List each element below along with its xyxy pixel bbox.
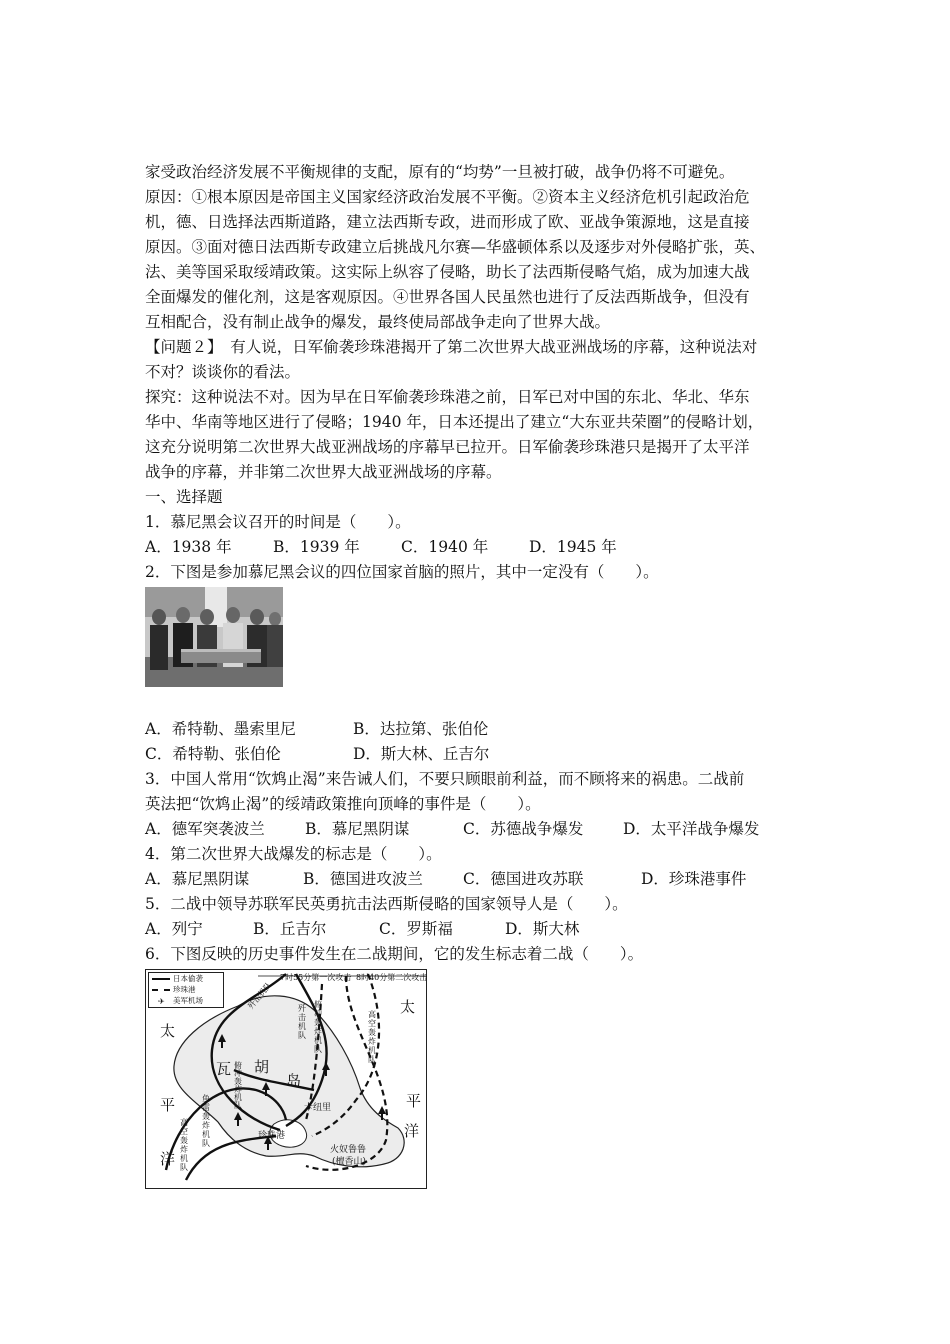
option-a: A．德军突袭波兰 [145,820,265,838]
map-legend [148,972,224,1008]
question-heading: 【问题２】 有人说，日军偷袭珍珠港揭开了第二次世界大战亚洲战场的序幕，这种说法对 [145,338,758,356]
question-1-stem: 1．慕尼黑会议召开的时间是（ ）。 [145,513,411,531]
text-line: 探究：这种说法不对。因为早在日军偷袭珍珠港之前，日军已对中国的东北、华北、华东 [145,388,750,406]
question-4-options [145,867,825,892]
squadron-label: 鱼雷轰炸机队 [202,1094,210,1148]
munich-photo [145,587,283,687]
squadron-label: 高空轰炸机队 [180,1118,188,1172]
text-line: 互相配合，没有制止战争的爆发，最终使局部战争走向了世界大战。 [145,313,611,331]
island-label: 瓦 [216,1060,232,1078]
question-1-options [145,535,825,560]
option-d: D．斯大林、丘吉尔 [353,745,490,763]
option-a: A．慕尼黑阴谋 [145,870,250,888]
option-a: A．1938 年 [145,538,232,556]
option-b: B．达拉第、张伯伦 [353,720,489,738]
squadron-label: 高空轰炸机队 [368,1010,376,1064]
pearl-harbor-map [145,969,427,1189]
text-line: 华中、华南等地区进行了侵略；1940 年，日本还提出了建立“大东亚共荣圈”的侵略计划， [145,413,764,431]
question-3-options [145,817,825,842]
option-a: A．列宁 [145,920,203,938]
place-label: 卡纽里 [304,1103,332,1113]
ocean-label: 洋 [160,1150,176,1168]
option-c: C．德国进攻苏联 [463,870,584,888]
question-6-stem: 6．下图反映的历史事件发生在二战期间，它的发生标志着二战（ ）。 [145,945,644,963]
place-label: (檀香山) [332,1157,367,1167]
ocean-label: 太 [160,1022,176,1040]
text-line: 原因。③面对德日法西斯专政建立后挑战凡尔赛—华盛顿体系以及逐步对外侵略扩张，英、 [145,238,766,256]
option-d: D．1945 年 [529,538,617,556]
ocean-label: 平 [406,1092,422,1110]
ocean-label: 洋 [404,1122,420,1140]
text-line: 战争的序幕，并非第二次世界大战亚洲战场的序幕。 [145,463,502,481]
island-label: 岛 [286,1072,302,1090]
document-page [145,160,825,1189]
island-label: 胡 [254,1058,270,1076]
legend-attack: 日本偷袭 [149,973,223,984]
squadron-label: 俯冲轰炸机队 [314,1000,322,1054]
section-heading: 一、选择题 [145,488,223,506]
question-5-stem: 5．二战中领导苏联军民英勇抗击法西斯侵略的国家领导人是（ ）。 [145,895,628,913]
option-b: B．德国进攻波兰 [303,870,423,888]
legend-harbor: 珍珠港 [149,984,223,995]
ocean-label: 太 [400,998,416,1016]
text-line: 这充分说明第二次世界大战亚洲战场的序幕早已拉开。日军偷袭珍珠港只是揭开了太平洋 [145,438,750,456]
squadron-label: 俯冲轰炸机队 [234,1061,242,1110]
question-5-options [145,917,825,942]
ocean-label: 平 [160,1096,176,1114]
place-label: 珍珠港 [258,1131,286,1141]
place-label: 火奴鲁鲁 [330,1145,367,1155]
photo-illustration [145,587,283,687]
question-2-options-row1 [145,717,825,742]
text-line: 全面爆发的催化剂，这是客观原因。④世界各国人民虽然也进行了反法西斯战争，但没有 [145,288,750,306]
text-line: 不对？谈谈你的看法。 [145,363,301,381]
option-c: C．苏德战争爆发 [463,820,584,838]
question-3-stem: 3．中国人常用“饮鸩止渴”来告诫人们，不要只顾眼前利益，而不顾将来的祸患。二战前 [145,770,745,788]
text-line: 法、美等国采取绥靖政策。这实际上纵容了侵略，助长了法西斯侵略气焰，成为加速大战 [145,263,750,281]
airplane-icon: ✈ [158,997,165,1006]
text-line: 原因：①根本原因是帝国主义国家经济政治发展不平衡。②资本主义经济危机引起政治危 [145,188,750,206]
question-3-stem-cont: 英法把“饮鸩止渴”的绥靖政策推向顶峰的事件是（ ）。 [145,795,541,813]
option-b: B．1939 年 [273,538,360,556]
legend-airfield: ✈ 美军机场 [158,996,203,1006]
option-d: D．斯大林 [505,920,580,938]
option-b: B．慕尼黑阴谋 [305,820,410,838]
text-line: 家受政治经济发展不平衡规律的支配，原有的“均势”一旦被打破，战争仍将不可避免。 [145,163,735,181]
first-attack-label: 7时55分第一次攻击 [280,973,352,982]
question-4-stem: 4．第二次世界大战爆发的标志是（ ）。 [145,845,442,863]
option-c: C．1940 年 [401,538,489,556]
option-d: D．太平洋战争爆发 [623,820,760,838]
text-line: 机，德、日选择法西斯道路，建立法西斯专政，进而形成了欧、亚战争策源地，这是直接 [145,213,750,231]
question-2-options-row2 [145,742,825,767]
question-2-stem: 2．下图是参加慕尼黑会议的四位国家首脑的照片，其中一定没有（ ）。 [145,563,659,581]
squadron-label: 歼击机队 [246,980,274,1011]
option-c: C．希特勒、张伯伦 [145,745,281,763]
second-attack-label: 8时40分第二次攻击 [356,973,428,982]
squadron-label: 歼击机队 [298,1004,306,1040]
option-b: B．丘吉尔 [253,920,327,938]
option-c: C．罗斯福 [379,920,453,938]
option-a: A．希特勒、墨索里尼 [145,720,296,738]
option-d: D．珍珠港事件 [641,870,747,888]
